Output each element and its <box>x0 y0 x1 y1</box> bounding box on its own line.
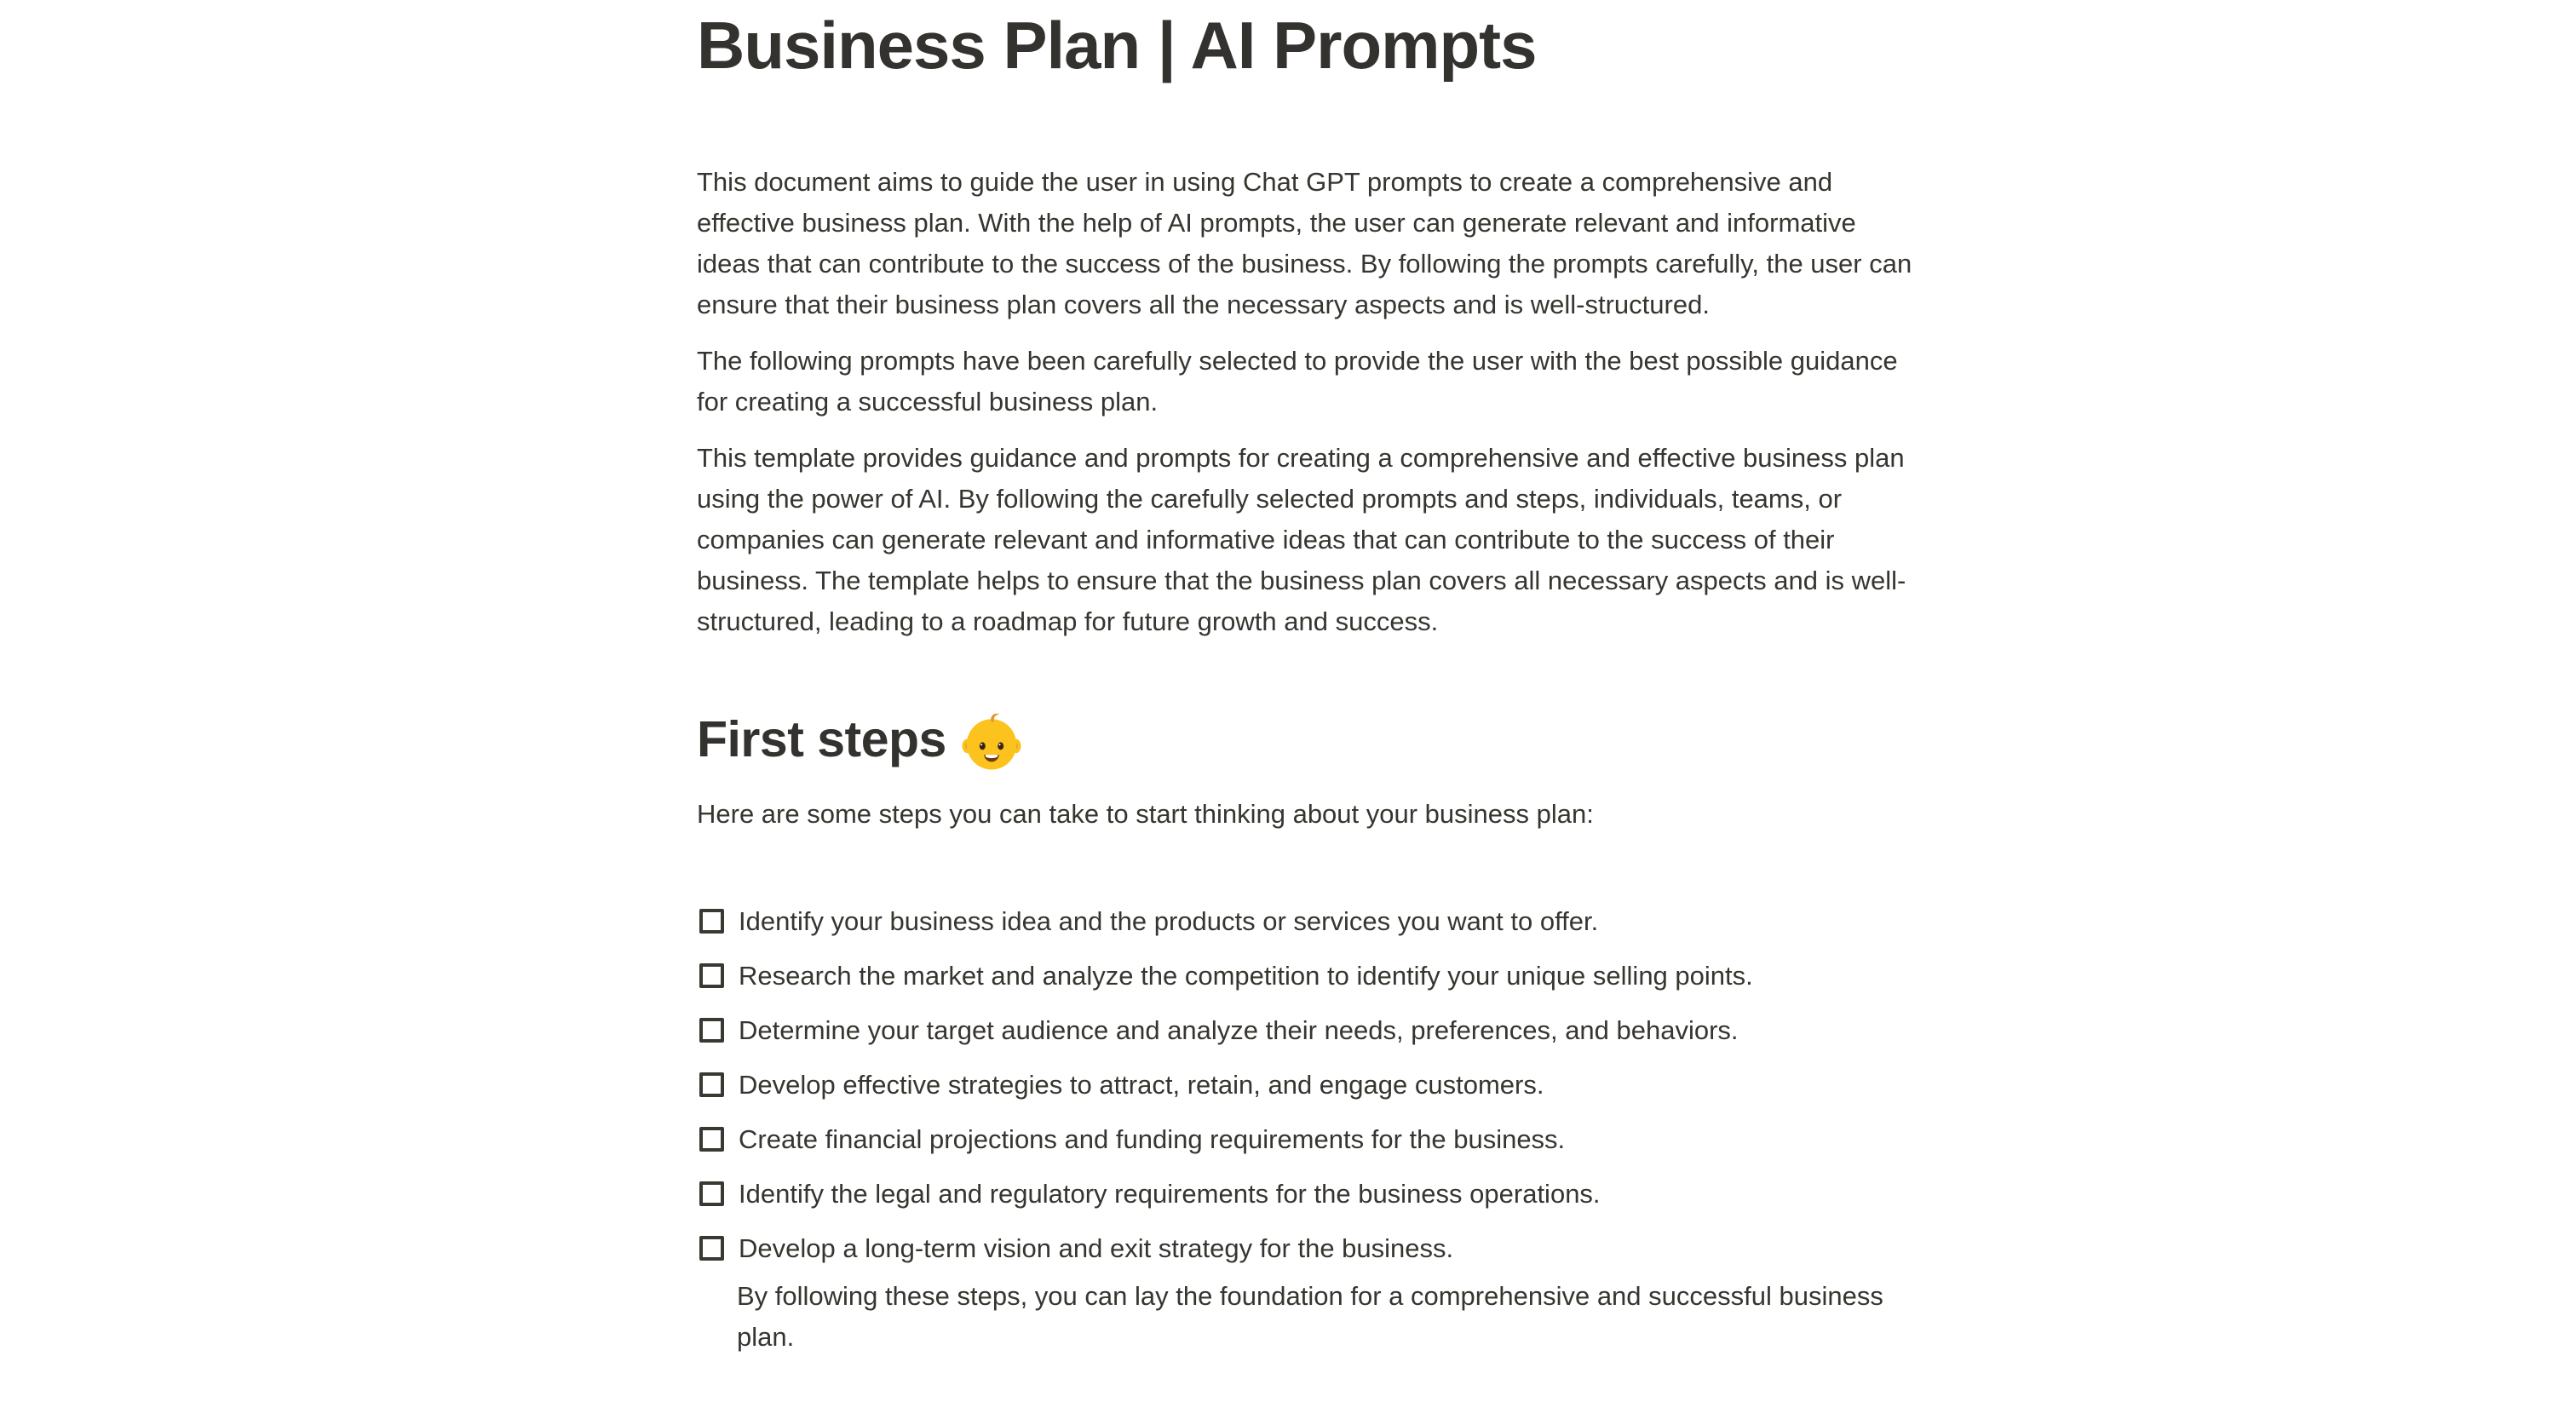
todo-label: Research the market and analyze the competition to identify your unique selling points. <box>739 961 1753 991</box>
todo-item <box>697 1221 1917 1276</box>
todo-footer-text: By following these steps, you can lay the foundation for a comprehensive and successful business plan. <box>737 1281 1883 1353</box>
todo-item <box>697 949 1917 1003</box>
todo-checkbox[interactable] <box>699 1236 724 1261</box>
section-intro: Here are some steps you can take to start thinking about your business plan: <box>697 799 1594 830</box>
todo-label: Determine your target audience and analyze their needs, preferences, and behaviors. <box>739 1015 1739 1046</box>
document-content <box>697 7 1917 1358</box>
todo-list <box>697 894 1917 1358</box>
todo-item <box>697 894 1917 949</box>
todo-item <box>697 1058 1917 1112</box>
todo-item <box>697 1112 1917 1167</box>
todo-checkbox[interactable] <box>699 1018 724 1043</box>
baby-emoji-icon <box>962 712 1021 772</box>
todo-checkbox[interactable] <box>699 1127 724 1152</box>
todo-label: Create financial projections and funding requirements for the business. <box>739 1124 1566 1155</box>
todo-item <box>697 1003 1917 1058</box>
section-heading-text: First steps <box>697 711 946 768</box>
intro-paragraph-1: This document aims to guide the user in using Chat GPT prompts to create a comprehensive and effective business plan. With the help of AI prompts, the user can generate relevant and informative ideas that can contribute to the success of the business. By following the prompts carefully, the user can ensure that their business plan covers all the necessary aspects and is well-structured. <box>697 167 1912 320</box>
todo-label: Develop a long-term vision and exit strategy for the business. <box>739 1233 1454 1264</box>
todo-checkbox[interactable] <box>699 1072 724 1097</box>
page-title: Business Plan | AI Prompts <box>697 8 1537 83</box>
todo-checkbox[interactable] <box>699 909 724 934</box>
section-heading-first-steps <box>697 709 1917 772</box>
todo-label: Identify your business idea and the products or services you want to offer. <box>739 906 1599 937</box>
todo-label: Develop effective strategies to attract, retain, and engage customers. <box>739 1070 1544 1100</box>
intro-paragraph-3: This template provides guidance and prompts for creating a comprehensive and effective business plan using the power of AI. By following the carefully selected prompts and steps, individuals, teams, or companies can generate relevant and informative ideas that can contribute to the success of their business. The template helps to ensure that the business plan covers all necessary aspects and is well-structured, leading to a roadmap for future growth and success. <box>697 443 1906 637</box>
todo-label: Identify the legal and regulatory requirements for the business operations. <box>739 1179 1601 1210</box>
intro-paragraph-2: The following prompts have been carefully selected to provide the user with the best possible guidance for creating a successful business plan. <box>697 346 1898 417</box>
todo-checkbox[interactable] <box>699 1181 724 1206</box>
todo-checkbox[interactable] <box>699 963 724 988</box>
todo-item <box>697 1167 1917 1221</box>
